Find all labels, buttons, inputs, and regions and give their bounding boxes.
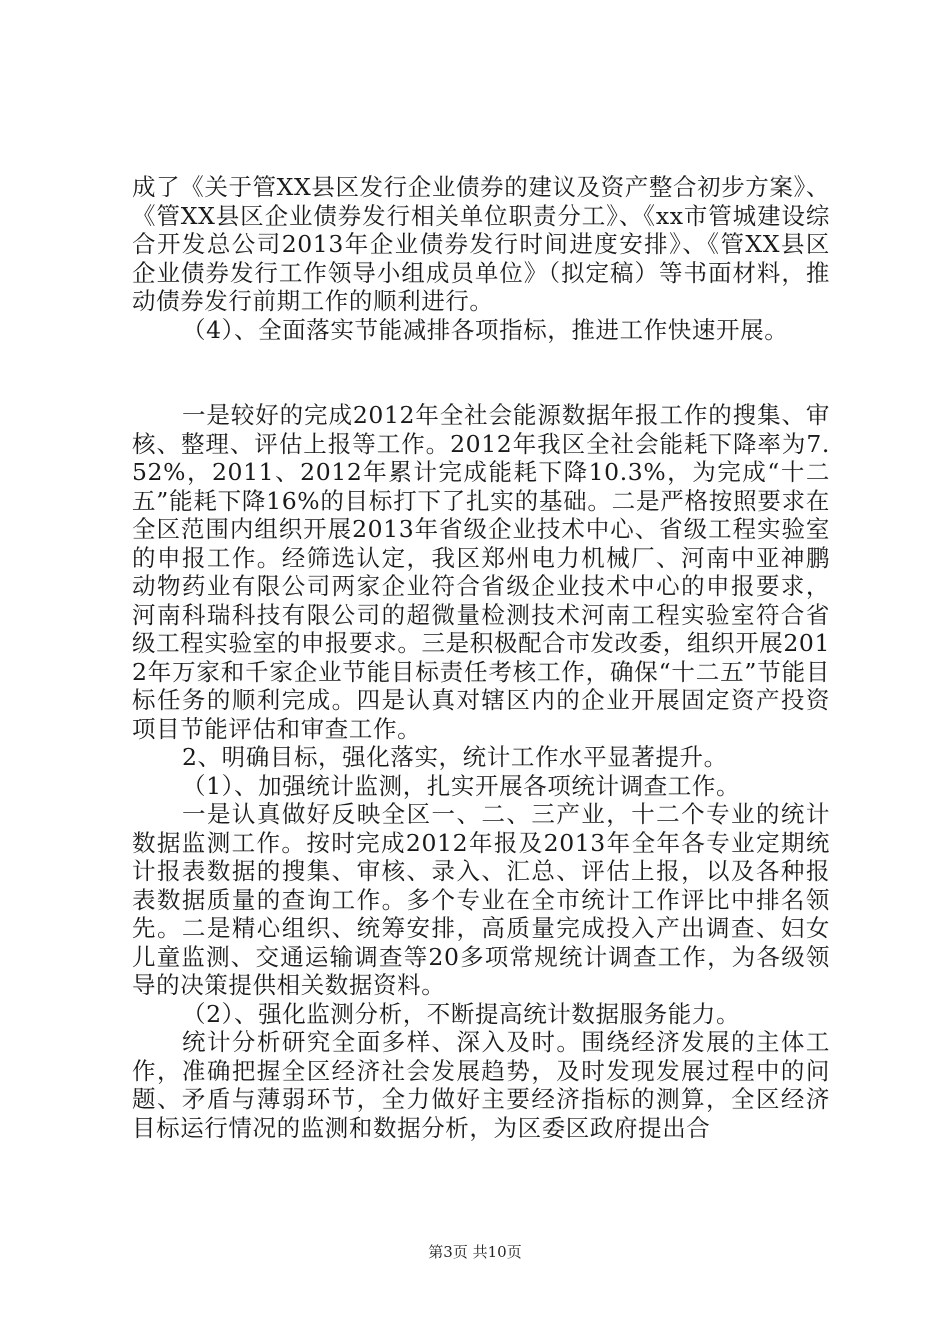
document-body (132, 173, 830, 1142)
page-footer: 第3页 共10页 (428, 1243, 522, 1261)
paragraph-bond-materials: 成了《关于管XX县区发行企业债券的建议及资产整合初步方案》、《管XX县区企业债券发行相关单位职责分工》、《xx市管城建设综合开发总公司2013年企业债券发行时间进度安排》、《管XX县区企业债券发行工作领导小组成员单位》（拟定稿）等书面材料，推动债券发行前期工作的顺利进行。 (132, 173, 830, 315)
heading-statistics-goals: 2、明确目标，强化落实，统计工作水平显著提升。 (182, 743, 728, 771)
paragraph-monitoring-analysis: 统计分析研究全面多样、深入及时。围绕经济发展的主体工作，准确把握全区经济社会发展趋势，及时发现发展过程中的问题、矛盾与薄弱环节，全力做好主要经济指标的测算，全区经济目标运行情况的监测和数据分析，为区委区政府提出合 (132, 1028, 830, 1142)
heading-energy-saving: （4）、全面落实节能减排各项指标，推进工作快速开展。 (182, 315, 789, 344)
paragraph-statistics-monitoring: 一是认真做好反映全区一、二、三产业，十二个专业的统计数据监测工作。按时完成2012年报及2013年全年各专业定期统计报表数据的搜集、审核、录入、汇总、评估上报，以及各种报表数据质量的查询工作。多个专业在全市统计工作评比中排名领先。二是精心组织、统筹安排，高质量完成投入产出调查、妇女儿童监测、交通运输调查等20多项常规统计调查工作，为各级领导的决策提供相关数据资料。 (132, 800, 830, 999)
heading-monitoring-analysis: （2）、强化监测分析，不断提高统计数据服务能力。 (182, 999, 741, 1028)
heading-statistics-monitoring: （1）、加强统计监测，扎实开展各项统计调查工作。 (182, 771, 741, 800)
paragraph-energy-saving: 一是较好的完成2012年全社会能源数据年报工作的搜集、审核、整理、评估上报等工作。2012年我区全社会能耗下降率为7.52%，2011、2012年累计完成能耗下降10.3%，为完成“十二五”能耗下降16%的目标打下了扎实的基础。二是严格按照要求在全区范围内组织开展2013年省级企业技术中心、省级工程实验室的申报工作。经筛选认定，我区郑州电力机械厂、河南中亚神鹏动物药业有限公司两家企业符合省级企业技术中心的申报要求，河南科瑞科技有限公司的超微量检测技术河南工程实验室符合省级工程实验室的申报要求。三是积极配合市发改委，组织开展2012年万家和千家企业节能目标责任考核工作，确保“十二五”节能目标任务的顺利完成。四是认真对辖区内的企业开展固定资产投资项目节能评估和审查工作。 (132, 401, 830, 743)
